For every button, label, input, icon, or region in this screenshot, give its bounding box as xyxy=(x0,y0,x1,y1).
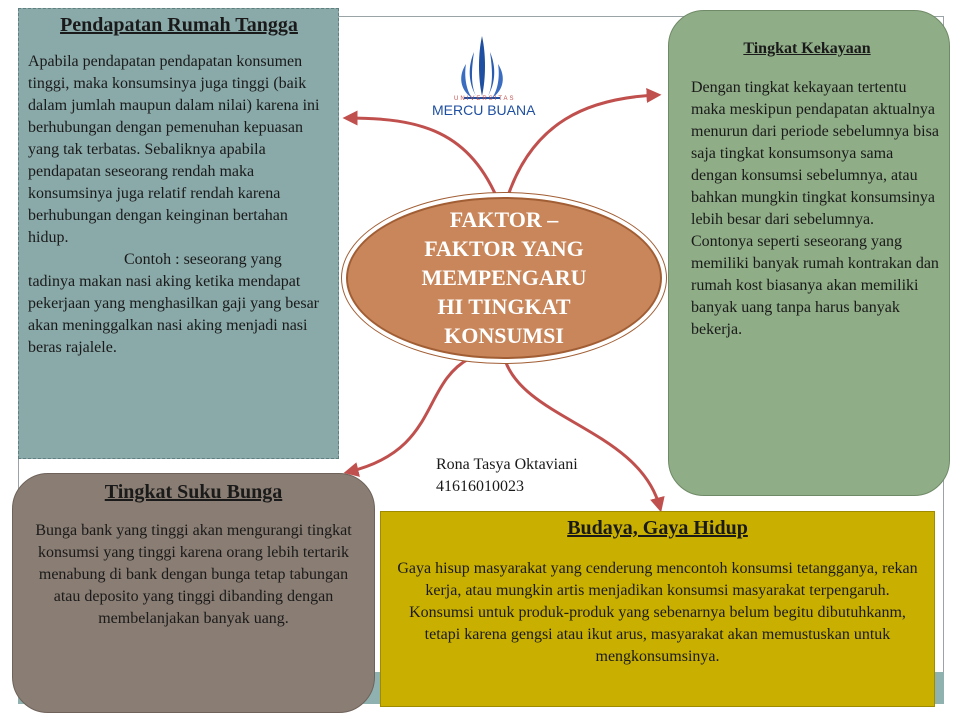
interest-box xyxy=(12,473,375,713)
wealth-box xyxy=(668,10,950,496)
logo-name: MERCU BUANA xyxy=(432,102,536,118)
wealth-paragraph: Dengan tingkat kekayaan tertentu maka meskipun pendapatan aktualnya menurun dari periode sebelumnya bisa saja tingkat konsumsonya sama dengan konsumsi sebelumnya, atau bahkan mungkin tingkat konsumsinya lebih besar dari sebelumnya. xyxy=(691,79,939,228)
culture-title: Budaya, Gaya Hidup xyxy=(567,517,748,539)
interest-title: Tingkat Suku Bunga xyxy=(104,481,283,503)
author-name: Rona Tasya Oktaviani xyxy=(436,456,578,473)
wealth-title: Tingkat Kekayaan xyxy=(743,40,871,57)
income-box xyxy=(18,8,339,459)
author-block xyxy=(436,454,578,498)
income-example: Contoh : seseorang yang tadinya makan nasi aking ketika mendapat pekerjaan yang menghasilkan gaji yang besar akan meninggalkan nasi aking menjadi nasi beras rajalele. xyxy=(28,251,319,356)
center-line-4: HI TINGKAT xyxy=(437,294,571,319)
income-title: Pendapatan Rumah Tangga xyxy=(60,14,298,36)
culture-box xyxy=(380,511,935,707)
arrow-to-income xyxy=(347,118,500,205)
center-line-3: MEMPENGARU xyxy=(421,265,587,290)
culture-paragraph: Gaya hisup masyarakat yang cenderung mencontoh konsumsi tetangganya, rekan kerja, atau mungkin artis menjadikan konsumsi masyarakat terpengaruh. Konsumsi untuk produk-produk yang sebenarnya belum begitu dibutuhkanm, tetapi karena gengsi atau ikut arus, masyarakat akan memustuskan untuk mengkonsumsinya. xyxy=(397,560,918,665)
mercu-buana-logo xyxy=(424,32,540,122)
center-line-1: FAKTOR – xyxy=(449,207,559,232)
interest-paragraph: Bunga bank yang tinggi akan mengurangi tingkat konsumsi yang tinggi karena orang lebih tertarik menabung di bank dengan bunga tetap tabungan atau deposito yang tinggi dibanding dengan membelanjakan banyak uang. xyxy=(35,522,352,627)
center-line-2: FAKTOR YANG xyxy=(424,236,584,261)
income-text xyxy=(28,51,330,359)
author-id: 41616010023 xyxy=(436,478,524,495)
wealth-example: Contonya seperti seseorang yang memiliki banyak rumah kontrakan dan rumah kost biasanya akan memiliki banyak uang tanpa harus banyak bekerja. xyxy=(691,233,939,338)
center-line-5: KONSUMSI xyxy=(444,323,564,348)
logo-small-text: UNIVERSITAS xyxy=(454,96,516,102)
center-topic-ellipse xyxy=(346,197,662,359)
income-paragraph: Apabila pendapatan pendapatan konsumen tinggi, maka konsumsinya juga tinggi (baik dalam jumlah maupun dalam nilai) karena ini berhubungan dengan pemenuhan kepuasan yang tak terbatas. Sebaliknya apabila pendapatan seseorang rendah maka konsumsinya juga relatif rendah karena berhubungan dengan keinginan bertahan hidup. xyxy=(28,53,320,246)
